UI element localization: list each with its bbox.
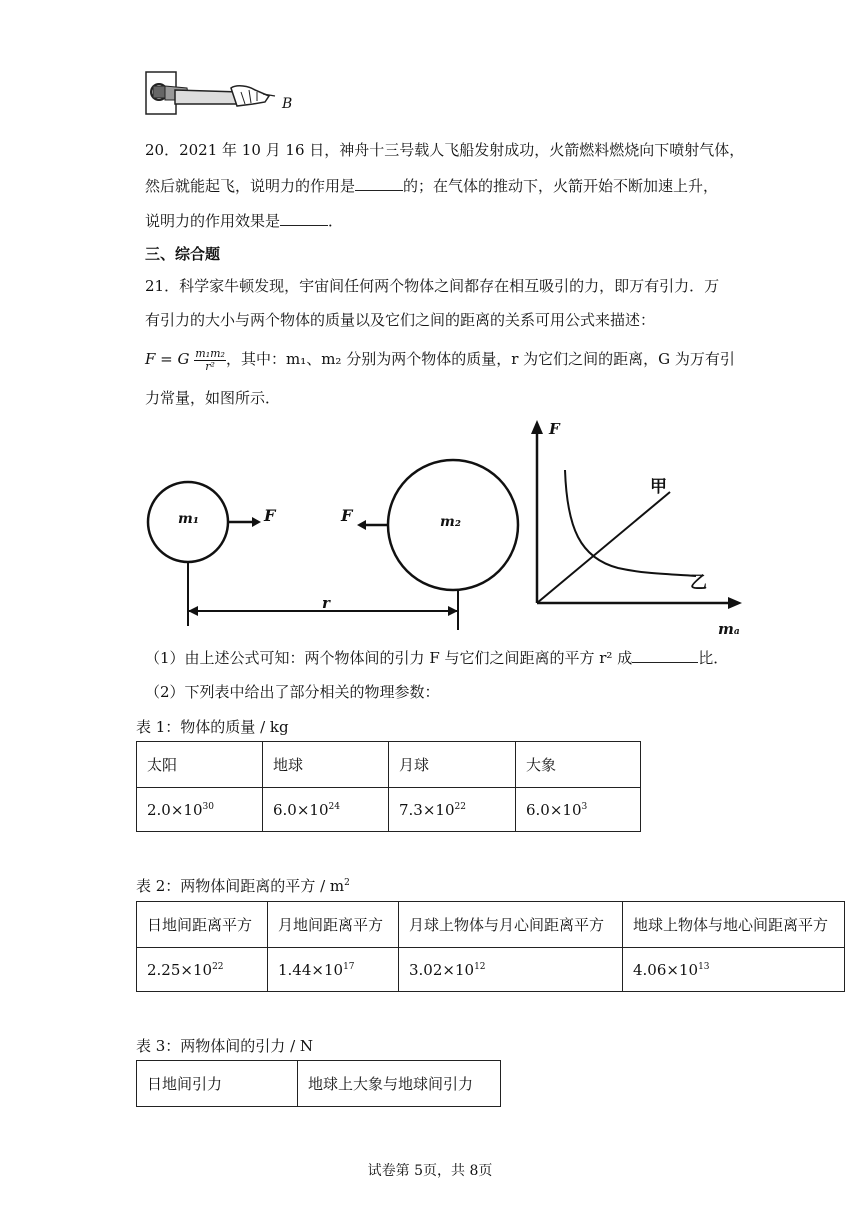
curve-yi-label: 乙 xyxy=(690,573,707,593)
y-axis-label: F xyxy=(549,420,560,438)
page-footer: 试卷第 5页，共 8页 xyxy=(367,1163,493,1179)
table-cell: $1.44\times 10^{17}$ xyxy=(268,948,399,992)
sub-question-1: （1）由上述公式可知：两个物体间的引力 F 与它们之间距离的平方 r² 成 比． xyxy=(145,649,729,667)
table3-caption: 表 3：两物体间的引力 / N xyxy=(136,1037,314,1055)
table-cell: $6.0\times 10^3$ xyxy=(516,788,641,832)
table-cell: $6.0\times 10^{24}$ xyxy=(263,788,389,832)
q20-line1: 20．2021 年 10 月 16 日，神舟十三号载人飞船发射成功，火箭燃料燃烧向下喷射气体， xyxy=(145,141,745,159)
curve-jia-label: 甲 xyxy=(650,477,667,497)
table-cell: 日地间引力 xyxy=(137,1061,298,1107)
q21-line1: 21．科学家牛顿发现，宇宙间任何两个物体之间都存在相互吸引的力，即万有引力．万 xyxy=(145,277,720,295)
table2-caption: 表 2：两物体间距离的平方 / $m^2$ xyxy=(136,877,350,895)
table-row xyxy=(137,948,845,992)
table-cell: 太阳 xyxy=(137,742,263,788)
table-row xyxy=(137,742,641,788)
gravity-figure xyxy=(140,418,760,648)
table-cell: 地球上物体与地心间距离平方 xyxy=(623,902,845,948)
table-cell: 大象 xyxy=(516,742,641,788)
wrench-point-label: B xyxy=(282,96,293,112)
table-cell: $4.06\times 10^{13}$ xyxy=(623,948,845,992)
table2 xyxy=(136,901,845,992)
formula-fraction: $\frac{\text{m₁m₂}}{\text{r²}}$ xyxy=(195,346,225,373)
table-cell: 月地间距离平方 xyxy=(268,902,399,948)
table1-caption: 表 1：物体的质量 / kg xyxy=(136,718,289,736)
table-row xyxy=(137,902,845,948)
wrench-icon xyxy=(145,70,295,120)
sub-question-2: （2）下列表中给出了部分相关的物理参数： xyxy=(145,683,440,701)
table3 xyxy=(136,1060,501,1107)
formula-lhs: F = G xyxy=(145,350,190,368)
q20-line3: 说明力的作用效果是 ． xyxy=(145,212,344,230)
table-cell: 地球 xyxy=(263,742,389,788)
force-label-left: F xyxy=(341,506,353,525)
mass2-label: m₂ xyxy=(440,514,461,530)
q21-line2: 有引力的大小与两个物体的质量以及它们之间的距离的关系可用公式来描述： xyxy=(145,311,656,329)
table-cell: $7.3\times 10^{22}$ xyxy=(389,788,516,832)
table-row xyxy=(137,1061,501,1107)
table-cell: 月球 xyxy=(389,742,516,788)
answer-blank[interactable] xyxy=(280,211,328,226)
table-cell: 日地间距离平方 xyxy=(137,902,268,948)
table1 xyxy=(136,741,641,832)
x-axis-label: ma xyxy=(718,620,740,638)
section-heading: 三、综合题 xyxy=(145,245,221,263)
table-row xyxy=(137,788,641,832)
curve-jia xyxy=(537,492,670,603)
gravity-diagram xyxy=(140,418,760,648)
curve-yi xyxy=(565,470,696,576)
q20-line2: 然后就能起飞，说明力的作用是 的；在气体的推动下，火箭开始不断加速上升， xyxy=(145,177,719,195)
q21-line3: F = G $\frac{\text{m₁m₂}}{\text{r²}}$ ，其中：m₁、m₂ 分别为两个物体的质量，r 为它们之间的距离，G 为万有引 xyxy=(145,346,735,373)
distance-label: r xyxy=(322,594,330,612)
wrench-figure xyxy=(145,70,295,120)
table-cell: $3.02\times 10^{12}$ xyxy=(399,948,623,992)
table-cell: $2.25\times 10^{22}$ xyxy=(137,948,268,992)
q21-line4: 力常量，如图所示． xyxy=(145,389,281,407)
table-cell: 月球上物体与月心间距离平方 xyxy=(399,902,623,948)
force-label-right: F xyxy=(264,506,276,525)
answer-blank[interactable] xyxy=(355,176,403,191)
table-cell: $2.0\times 10^{30}$ xyxy=(137,788,263,832)
table-cell: 地球上大象与地球间引力 xyxy=(298,1061,501,1107)
mass1-label: m₁ xyxy=(178,511,199,527)
answer-blank[interactable] xyxy=(632,648,698,663)
